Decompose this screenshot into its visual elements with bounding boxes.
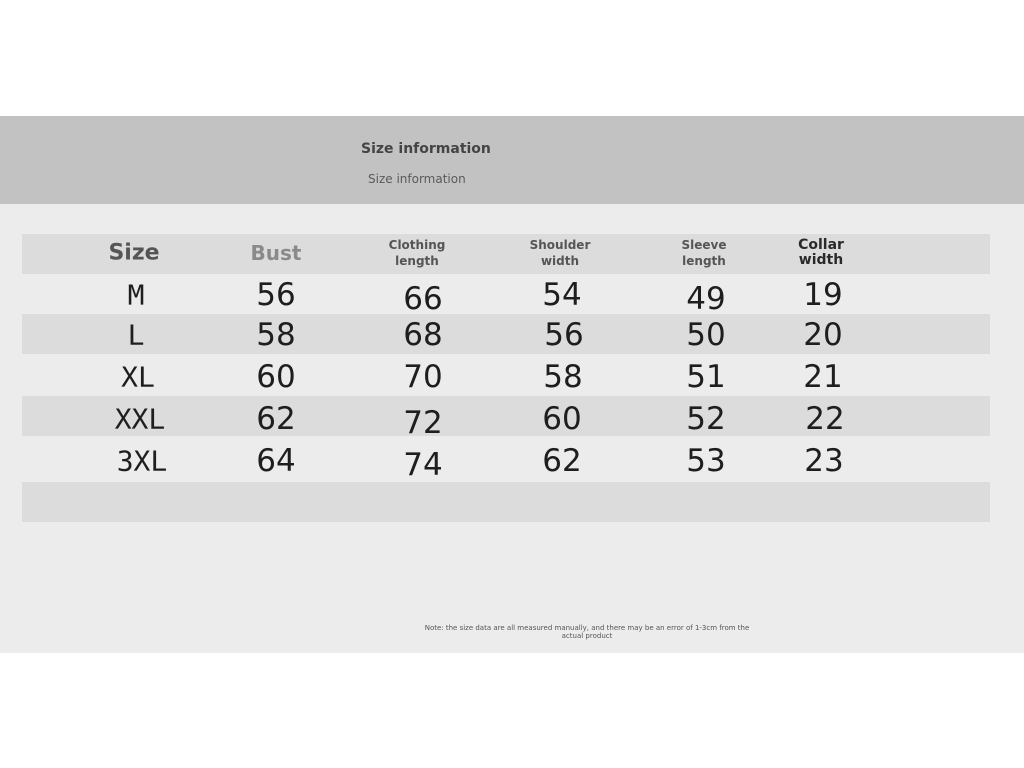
shoulder-width-value: 54	[542, 277, 582, 313]
table-header-row	[0, 232, 1024, 274]
bust-value: 58	[256, 317, 296, 353]
column-header-bust: Bust	[250, 241, 302, 265]
bust-value: 64	[256, 443, 296, 479]
column-header-clothing-length: Clothing length	[388, 238, 446, 268]
shoulder-width-value: 58	[543, 359, 583, 395]
clothing-length-value: 74	[403, 447, 443, 484]
bust-value: 62	[256, 401, 296, 437]
column-header-size: Size	[108, 240, 160, 266]
table-row	[0, 274, 1024, 316]
sleeve-length-value: 51	[686, 359, 726, 395]
column-header-sleeve-length: Sleeve length	[681, 238, 727, 268]
size-label: XXL	[114, 402, 166, 436]
measurement-note: Note: the size data are all measured manually, and there may be an error of 1-3cm from the actual product	[424, 624, 750, 640]
clothing-length-value: 68	[403, 317, 443, 353]
header-subtitle: Size information	[368, 172, 466, 186]
sleeve-length-value: 49	[686, 281, 726, 318]
table-row	[0, 440, 1024, 482]
row-stripe	[22, 482, 990, 522]
table-row	[0, 398, 1024, 440]
column-header-collar-width: Collar width	[798, 237, 844, 268]
clothing-length-value: 70	[403, 359, 443, 395]
sleeve-length-value: 53	[686, 443, 726, 479]
sleeve-length-value: 52	[686, 401, 726, 437]
collar-width-value: 21	[803, 359, 843, 395]
collar-width-value: 23	[804, 443, 844, 479]
collar-width-value: 22	[805, 401, 845, 437]
shoulder-width-value: 62	[542, 443, 582, 479]
size-label: 3XL	[116, 444, 168, 478]
header-band	[0, 116, 1024, 204]
table-row	[0, 356, 1024, 398]
size-label: XL	[121, 360, 155, 394]
sleeve-length-value: 50	[686, 317, 726, 353]
header-title: Size information	[361, 141, 491, 157]
bust-value: 60	[256, 359, 296, 395]
shoulder-width-value: 56	[544, 317, 584, 353]
table-row	[0, 314, 1024, 356]
collar-width-value: 20	[803, 317, 843, 353]
clothing-length-value: 66	[403, 281, 443, 318]
shoulder-width-value: 60	[542, 401, 582, 437]
size-label: L	[127, 318, 145, 352]
clothing-length-value: 72	[403, 405, 443, 442]
bust-value: 56	[256, 277, 296, 313]
column-header-shoulder-width: Shoulder width	[529, 238, 591, 268]
collar-width-value: 19	[803, 277, 843, 313]
size-chart-card	[0, 116, 1024, 653]
size-label: M	[127, 278, 145, 312]
